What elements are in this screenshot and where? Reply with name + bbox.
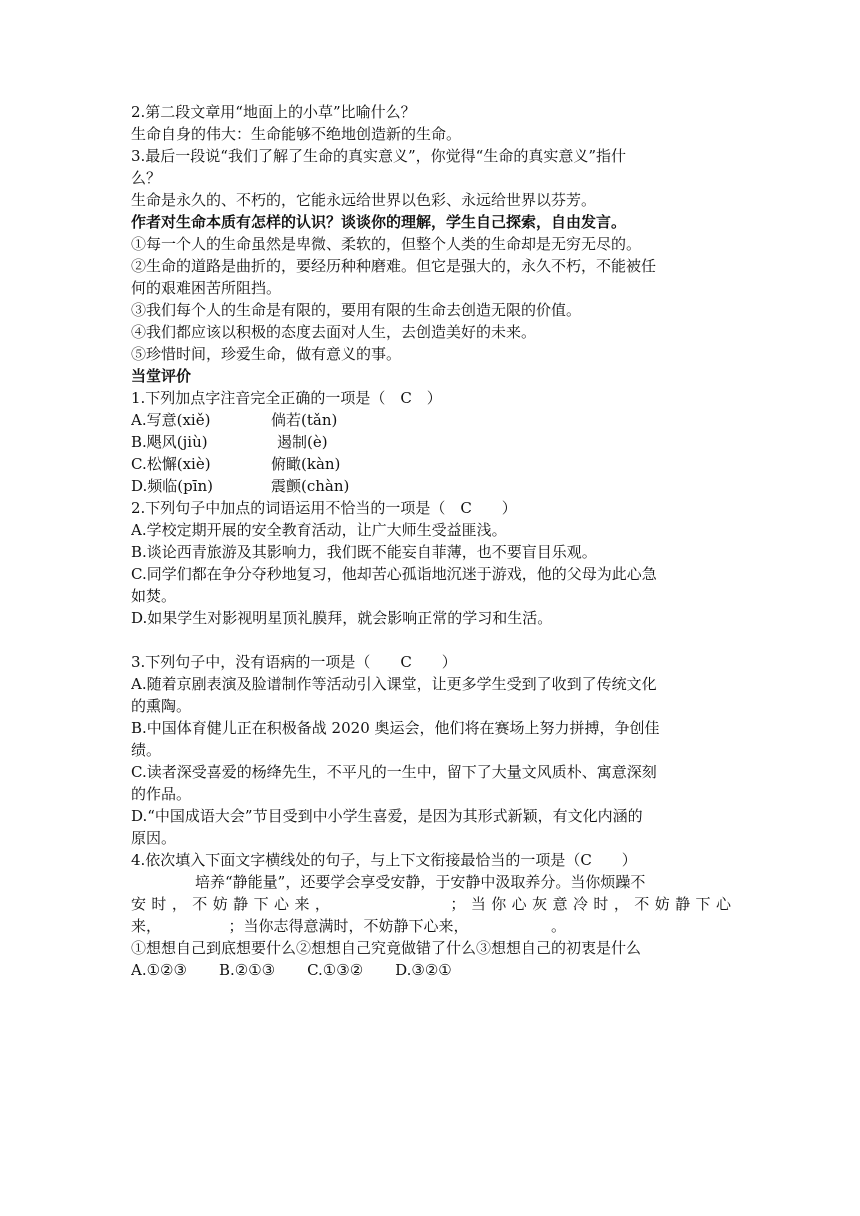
answer-option-d: D.③②① <box>395 961 452 979</box>
eval-q2-line: A.学校定期开展的安全教育活动，让广大师生受益匪浅。 <box>131 521 507 539</box>
eval-q1-option <box>131 453 731 475</box>
eval-q3-line: A.随着京剧表演及脸谱制作等活动引入课堂，让更多学生受到了收到了传统文化 <box>131 675 657 693</box>
eval-q4-answers <box>131 959 731 981</box>
eval-q4-passage-line: 来， ；当你志得意满时，不妨静下心来， 。 <box>131 917 567 935</box>
eval-q2-line: B.谈论西青旅游及其影响力，我们既不能妄自菲薄，也不要盲目乐观。 <box>131 543 597 561</box>
point-line: ②生命的道路是曲折的，要经历种种磨难。但它是强大的，永久不朽，不能被任 <box>131 257 657 275</box>
answer-option-c: C.①③② <box>307 961 364 979</box>
eval-q3-line: C.读者深受喜爱的杨绛先生，不平凡的一生中，留下了大量文风质朴、寓意深刻 <box>131 763 657 781</box>
eval-q1-option <box>131 475 731 497</box>
document-page <box>131 101 731 981</box>
blank-line <box>131 629 731 651</box>
point-line: ⑤珍惜时间，珍爱生命，做有意义的事。 <box>131 345 402 363</box>
question-3-line-2: 么？ <box>131 169 162 187</box>
eval-q4-choices: ①想想自己到底想要什么②想想自己究竟做错了什么③想想自己的初衷是什么 <box>131 939 642 957</box>
point-line: ③我们每个人的生命是有限的，要用有限的生命去创造无限的价值。 <box>131 301 582 319</box>
answer-option-b: B.②①③ <box>218 961 276 979</box>
option-left: C.松懈(xiè) <box>131 455 211 473</box>
eval-q2-line: C.同学们都在争分夺秒地复习，他却苦心孤诣地沉迷于游戏，他的父母为此心急 <box>131 565 657 583</box>
eval-q2-stem: 2.下列句子中加点的词语运用不恰当的一项是（ C ） <box>131 499 517 517</box>
eval-q4-passage-line: 安时，不妨静下心来， ；当你心灰意冷时，不妨静下心 <box>131 895 731 913</box>
eval-q4-passage-line: 培养“静能量”，还要学会享受安静，于安静中汲取养分。当你烦躁不 <box>195 873 646 891</box>
option-right: 遏制(è) <box>277 433 328 451</box>
eval-q3-line: B.中国体育健儿正在积极备战 2020 奥运会，他们将在赛场上努力拼搏，争创佳 <box>131 719 660 737</box>
option-left: D.频临(pīn) <box>131 477 214 495</box>
option-right: 俯瞰(kàn) <box>271 455 341 473</box>
answer-3: 生命是永久的、不朽的，它能永远给世界以色彩、永远给世界以芬芳。 <box>131 191 597 209</box>
eval-q3-line: D.“中国成语大会”节目受到中小学生喜爱，是因为其形式新颖，有文化内涵的 <box>131 807 643 825</box>
eval-q1-stem: 1.下列加点字注音完全正确的一项是（ C ） <box>131 389 442 407</box>
eval-q3-stem: 3.下列句子中，没有语病的一项是（ C ） <box>131 653 457 671</box>
option-right: 倘若(tǎn) <box>271 411 338 429</box>
point-line: ①每一个人的生命虽然是卑微、柔软的，但整个人类的生命却是无穷无尽的。 <box>131 235 642 253</box>
eval-q2-line: D.如果学生对影视明星顶礼膜拜，就会影响正常的学习和生活。 <box>131 609 553 627</box>
eval-q1-option <box>131 409 731 431</box>
answer-option-a: A.①②③ <box>131 961 187 979</box>
eval-q3-line: 的作品。 <box>131 785 192 803</box>
answer-2: 生命自身的伟大：生命能够不绝地创造新的生命。 <box>131 125 462 143</box>
point-line: ④我们都应该以积极的态度去面对人生，去创造美好的未来。 <box>131 323 537 341</box>
evaluation-heading: 当堂评价 <box>131 367 192 385</box>
eval-q2-line: 如焚。 <box>131 587 177 605</box>
option-right: 震颤(chàn) <box>271 477 350 495</box>
question-2: 2.第二段文章用“地面上的小草”比喻什么？ <box>131 103 416 121</box>
eval-q3-line: 的熏陶。 <box>131 697 192 715</box>
eval-q3-line: 绩。 <box>131 741 162 759</box>
option-left: B.飓风(jiù) <box>131 433 208 451</box>
discussion-heading: 作者对生命本质有怎样的认识？谈谈你的理解，学生自己探索，自由发言。 <box>131 213 627 231</box>
option-left: A.写意(xiě) <box>131 411 211 429</box>
point-line: 何的艰难困苦所阻挡。 <box>131 279 282 297</box>
eval-q1-option <box>131 431 731 453</box>
question-3-line-1: 3.最后一段说“我们了解了生命的真实意义”，你觉得“生命的真实意义”指什 <box>131 147 626 165</box>
eval-q3-line: 原因。 <box>131 829 177 847</box>
eval-q4-stem: 4.依次填入下面文字横线处的句子，与上下文衔接最恰当的一项是（C ） <box>131 851 637 869</box>
